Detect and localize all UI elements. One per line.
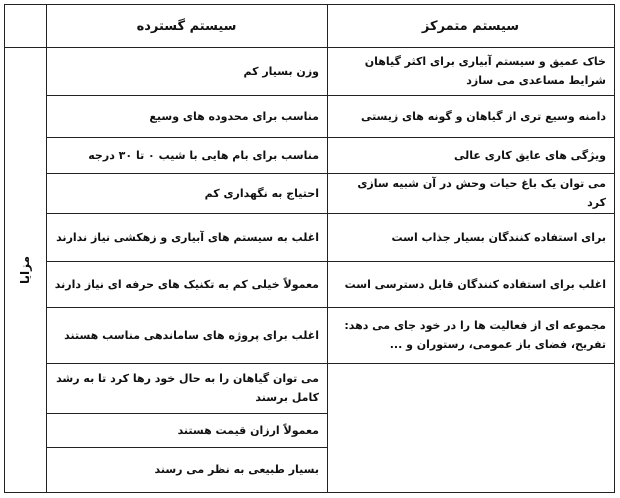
scattered-item: معمولاً ارزان قیمت هستند xyxy=(177,423,319,437)
scattered-item: مناسب برای محدوده های وسیع xyxy=(149,109,319,123)
scattered-item: اغلب به سیستم های آبیاری و زهکشی نیاز ندارند xyxy=(56,230,319,244)
centralized-item: اغلب برای استفاده کنندگان قابل دسترسی است xyxy=(344,277,606,291)
scattered-item: بسیار طبیعی به نظر می رسند xyxy=(154,463,319,476)
scattered-item: احتیاج به نگهداری کم xyxy=(204,186,319,200)
centralized-item: دامنه وسیع تری از گیاهان و گونه های زیستی xyxy=(360,109,606,123)
row-divider xyxy=(327,363,614,364)
centralized-item: مجموعه ای از فعالیت ها را در خود جای می دهد: تفریح، فضای باز عمومی، رستوران و ... xyxy=(344,319,606,351)
row-label-advantages xyxy=(5,47,46,492)
scattered-item: اغلب برای پروژه های ساماندهی مناسب هستند xyxy=(64,328,319,342)
scattered-item: وزن بسیار کم xyxy=(243,64,319,78)
comparison-table xyxy=(4,4,615,493)
header-centralized-system: سیستم متمرکز xyxy=(421,18,520,34)
centralized-item: خاک عمیق و سیستم آبیاری برای اکثر گیاهان شرایط مساعدی می سازد xyxy=(364,55,606,87)
centralized-item: ویژگی های عایق کاری عالی xyxy=(453,148,606,162)
centralized-item: می توان یک باغ حیات وحش در آن شبیه سازی کرد xyxy=(357,177,606,209)
scattered-item: معمولاً خیلی کم به تکنیک های حرفه ای نیاز دارند xyxy=(54,277,319,291)
row-label-text: مزایا xyxy=(18,255,33,284)
scattered-item: می توان گیاهان را به حال خود رها کرد تا به رشد کامل برسند xyxy=(56,372,319,404)
header-scattered-system: سیستم گسترده xyxy=(136,18,237,34)
scattered-item: مناسب برای بام هایی با شیب ۰ تا ۳۰ درجه xyxy=(88,148,319,162)
centralized-item: برای استفاده کنندگان بسیار جذاب است xyxy=(391,230,606,244)
